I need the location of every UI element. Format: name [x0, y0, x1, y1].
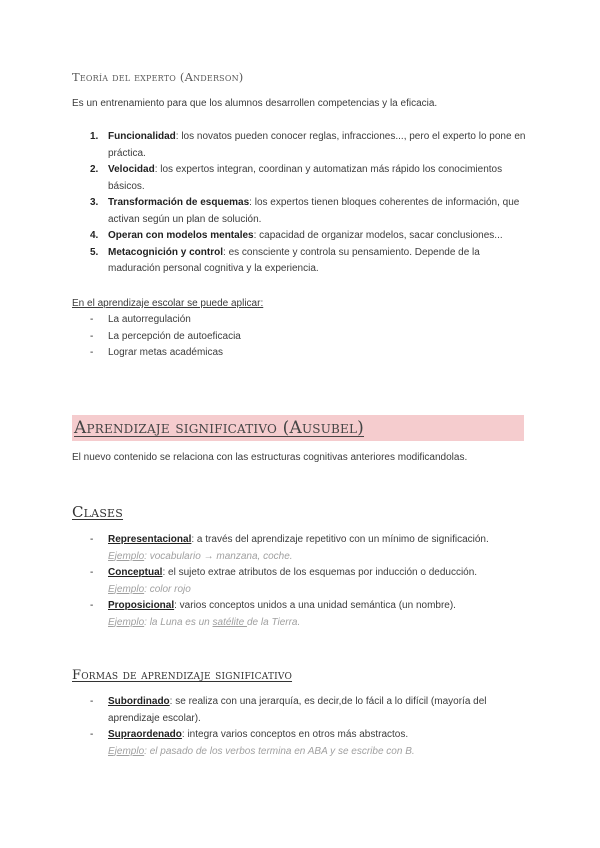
aplicar-title: En el aprendizaje escolar se puede aplicar:	[72, 298, 264, 309]
list-item: 1. Funcionalidad: los novatos pueden conocer reglas, infracciones..., pero el experto lo pone en práctica.	[90, 131, 526, 159]
list-item: - La autorregulación	[90, 314, 191, 325]
list-item: - Subordinado: se realiza con una jerarquía, es decir,de lo fácil a lo difícil (mayoría del aprendizaje escolar).	[90, 696, 487, 724]
experto-list	[72, 129, 532, 278]
section-heading-experto: Teoría del experto (Anderson)	[72, 70, 244, 84]
list-item: - La percepción de autoeficacia	[90, 330, 241, 342]
list-item: - Supraordenado: integra varios conceptos en otros más abstractos. Ejemplo: el pasado de los verbos termina en ABA y se escribe con B.	[90, 729, 415, 757]
formas-list	[72, 694, 532, 760]
list-item: - Representacional: a través del aprendizaje repetitivo con un mínimo de significación. Ejemplo: vocabulario → manzana, coche.	[90, 534, 489, 562]
clases-list	[72, 532, 532, 631]
list-item: 3. Transformación de esquemas: los expertos tienen bloques coherentes de información, que activan según un plan de solución.	[90, 197, 520, 225]
list-item: 4. Operan con modelos mentales: capacidad de organizar modelos, sacar conclusiones...	[90, 230, 503, 241]
section-heading-formas: Formas de aprendizaje significativo	[72, 668, 293, 683]
list-item: - Lograr metas académicas	[90, 347, 224, 358]
page-title-ausubel: Aprendizaje significativo (Ausubel)	[74, 418, 365, 438]
aplicar-list	[72, 312, 532, 362]
list-item: 2. Velocidad: los expertos integran, coordinan y automatizan más rápido los conocimientos básicos.	[90, 164, 503, 192]
ausubel-intro: El nuevo contenido se relaciona con las estructuras cognitivas anteriores modificandolas.	[72, 452, 468, 463]
list-item: 5. Metacognición y control: es consciente y controla su pensamiento. Depende de la maduración personal cognitiva y la experiencia.	[90, 246, 480, 274]
experto-intro: Es un entrenamiento para que los alumnos desarrollen competencias y la eficacia.	[72, 98, 438, 109]
list-item: - Proposicional: varios conceptos unidos a una unidad semántica (un nombre). Ejemplo: la Luna es un satélite de la Tierra.	[90, 600, 456, 628]
section-heading-clases: Clases	[72, 503, 124, 521]
list-item: - Conceptual: el sujeto extrae atributos de los esquemas por inducción o deducción. Ejemplo: color rojo	[90, 567, 478, 595]
